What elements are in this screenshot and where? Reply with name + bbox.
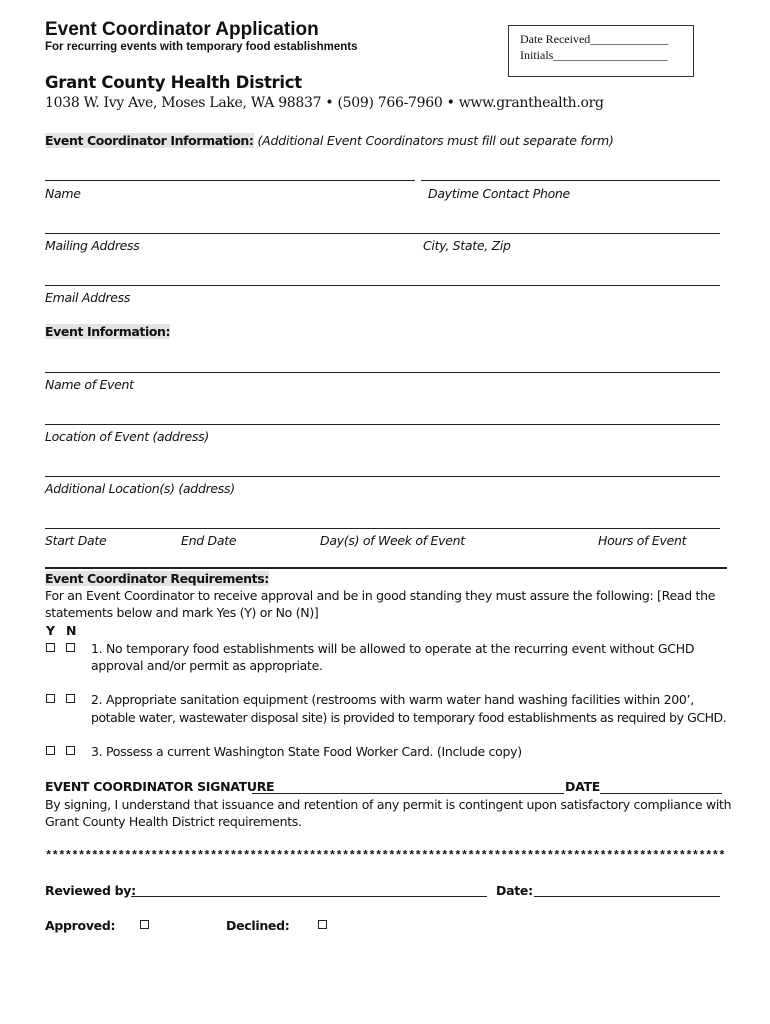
signature-date-label: DATE: [565, 779, 600, 794]
item-2-no-checkbox[interactable]: [66, 694, 75, 703]
item-1-no-checkbox[interactable]: [66, 643, 75, 652]
organization-address: 1038 W. Ivy Ave, Moses Lake, WA 98837 • (509) 766-7960 • www.granthealth.org: [45, 95, 604, 111]
city-state-zip-label: City, State, Zip: [423, 238, 511, 253]
event-heading-text: Event Information:: [45, 324, 171, 339]
declined-checkbox[interactable]: [318, 920, 327, 929]
section-divider: [45, 567, 727, 569]
signature-disclaimer-line-2: Grant County Health District requirements.: [45, 814, 302, 829]
approved-checkbox[interactable]: [140, 920, 149, 929]
requirement-1-line-1: 1. No temporary food establishments will be allowed to operate at the recurring event without GCHD: [91, 641, 695, 656]
additional-location-line[interactable]: [45, 476, 720, 477]
organization-name: Grant County Health District: [45, 73, 302, 92]
event-location-line[interactable]: [45, 424, 720, 425]
email-address-label: Email Address: [45, 290, 131, 305]
reviewed-by-label: Reviewed by:: [45, 883, 136, 898]
phone-field-line[interactable]: [421, 180, 720, 181]
mailing-address-label: Mailing Address: [45, 238, 140, 253]
email-address-line[interactable]: [45, 285, 720, 286]
phone-field-label: Daytime Contact Phone: [428, 186, 570, 201]
item-2-yes-checkbox[interactable]: [46, 694, 55, 703]
item-3-no-checkbox[interactable]: [66, 746, 75, 755]
review-date-label: Date:: [496, 883, 533, 898]
requirements-intro-line-2: statements below and mark Yes (Y) or No (N)]: [45, 605, 319, 620]
signature-date-line[interactable]: [600, 793, 722, 794]
requirement-1-line-2: approval and/or permit as appropriate.: [91, 658, 323, 673]
review-date-line[interactable]: [534, 896, 720, 897]
end-date-label: End Date: [181, 533, 237, 548]
initials-label: Initials___________________: [520, 48, 668, 62]
office-use-separator: *******************************************************************************************************: [45, 849, 725, 863]
requirements-intro-line-1: For an Event Coordinator to receive approval and be in good standing they must assure the following: [Read the: [45, 588, 716, 603]
requirements-heading: [45, 571, 269, 586]
signature-label: EVENT COORDINATOR SIGNATURE: [45, 779, 275, 794]
start-date-label: Start Date: [45, 533, 107, 548]
coordinator-section-heading: [45, 133, 614, 148]
signature-line[interactable]: [252, 793, 564, 794]
office-received-box: [508, 25, 694, 77]
additional-location-label: Additional Location(s) (address): [45, 481, 235, 496]
reviewed-by-line[interactable]: [131, 896, 487, 897]
item-3-yes-checkbox[interactable]: [46, 746, 55, 755]
event-section-heading: [45, 324, 170, 339]
declined-label: Declined:: [226, 918, 290, 933]
item-1-yes-checkbox[interactable]: [46, 643, 55, 652]
days-of-week-label: Day(s) of Week of Event: [320, 533, 465, 548]
signature-disclaimer-line-1: By signing, I understand that issuance and retention of any permit is contingent upon satisfactory compliance with: [45, 797, 732, 812]
requirement-3-line-1: 3. Possess a current Washington State Food Worker Card. (Include copy): [91, 744, 522, 759]
event-location-label: Location of Event (address): [45, 429, 209, 444]
form-title: Event Coordinator Application: [45, 19, 319, 40]
coordinator-heading-note: (Additional Event Coordinators must fill out separate form): [257, 133, 614, 148]
name-field-label: Name: [45, 186, 81, 201]
date-received-label: Date Received_____________: [520, 32, 669, 46]
requirements-heading-text: Event Coordinator Requirements:: [45, 571, 269, 586]
mailing-address-line[interactable]: [45, 233, 720, 234]
yes-column-label: Y: [46, 623, 55, 638]
requirement-2-line-2: potable water, wastewater disposal site) is provided to temporary food establishments as required by GCHD.: [91, 710, 727, 725]
approved-label: Approved:: [45, 918, 116, 933]
form-subtitle: For recurring events with temporary food establishments: [45, 41, 358, 53]
event-name-label: Name of Event: [45, 377, 134, 392]
no-column-label: N: [66, 623, 77, 638]
event-dates-line[interactable]: [45, 528, 720, 529]
coordinator-heading-text: Event Coordinator Information:: [45, 133, 254, 148]
event-name-line[interactable]: [45, 372, 720, 373]
name-field-line[interactable]: [45, 180, 415, 181]
hours-of-event-label: Hours of Event: [598, 533, 687, 548]
requirement-2-line-1: 2. Appropriate sanitation equipment (restrooms with warm water hand washing facilities within 200’,: [91, 692, 694, 707]
